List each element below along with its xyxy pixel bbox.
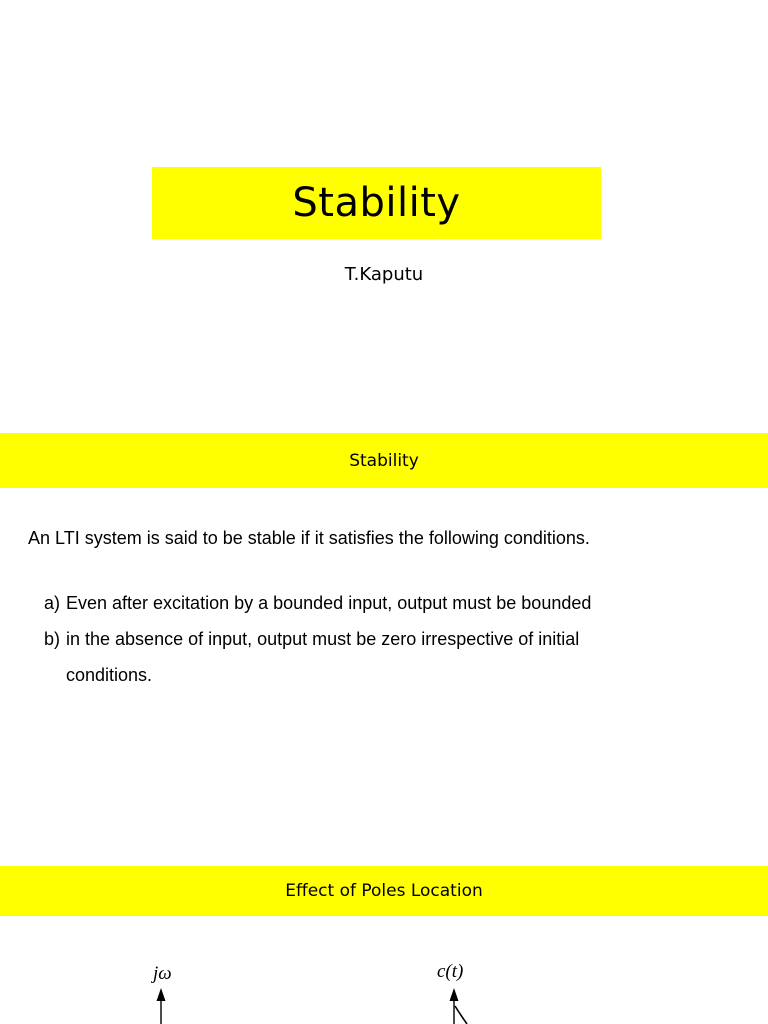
ct-axis-label: c(t) <box>437 961 464 982</box>
intro-text: An LTI system is said to be stable if it satisfies the following conditions. <box>28 528 590 548</box>
condition-a-marker: a) <box>44 593 61 613</box>
page-title: Stability <box>292 180 461 226</box>
condition-b-continuation: conditions. <box>66 665 153 685</box>
response-curve <box>455 1006 467 1024</box>
condition-a-text: Even after excitation by a bounded input, output must be bounded <box>66 593 592 613</box>
section-heading-text: Effect of Poles Location <box>285 881 483 901</box>
condition-b-text: in the absence of input, output must be zero irrespective of initial <box>66 629 580 649</box>
section-heading-text: Stability <box>349 450 419 471</box>
ct-axis-arrow <box>450 988 459 1024</box>
jw-axis-arrow <box>157 988 166 1024</box>
condition-b-marker: b) <box>44 629 61 649</box>
jw-axis-label: jω <box>153 963 172 984</box>
author-name: T.Kaputu <box>344 264 424 285</box>
